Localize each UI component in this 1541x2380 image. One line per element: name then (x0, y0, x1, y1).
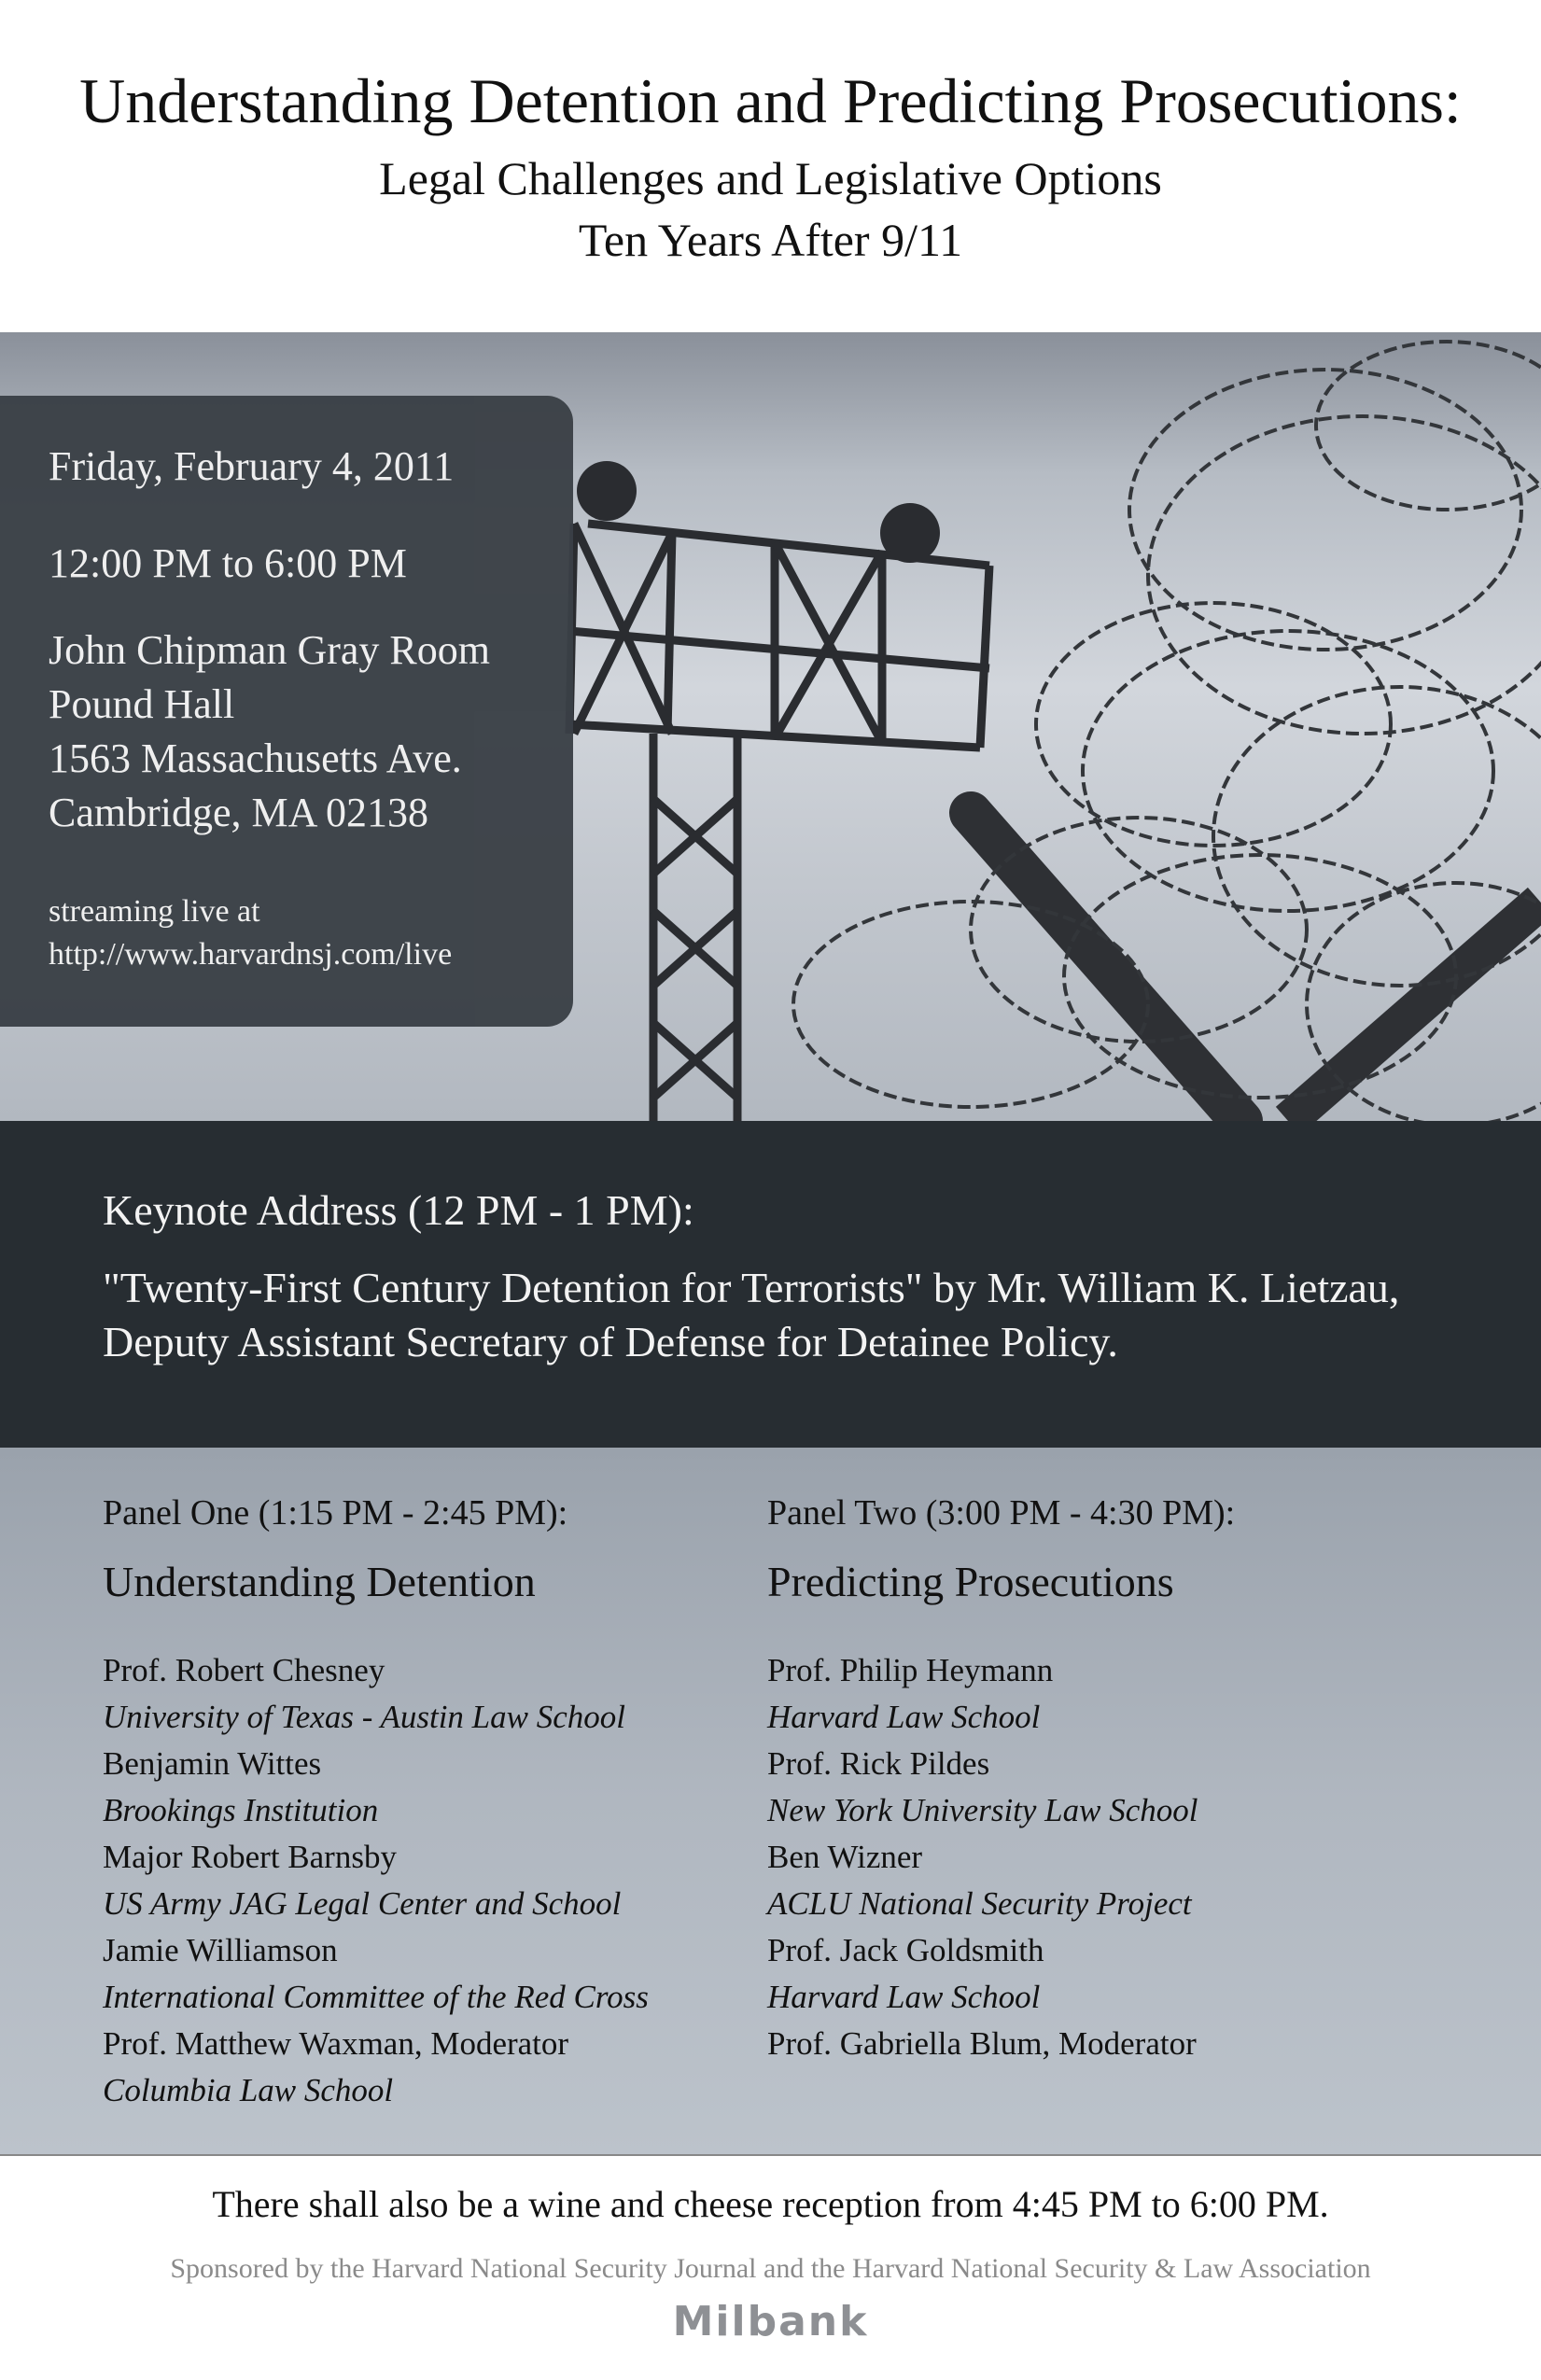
event-date: Friday, February 4, 2011 (49, 443, 455, 489)
sponsor-line: Sponsored by the Harvard National Security Journal and the Harvard National Security & Law Association (170, 2253, 1371, 2284)
panel-one (103, 1489, 756, 2114)
speaker-affiliation: International Committee of the Red Cross (103, 1979, 649, 2015)
speaker-name: Benjamin Wittes (103, 1745, 322, 1782)
keynote-section (0, 1121, 1541, 1448)
stream-label: streaming live at (49, 894, 260, 929)
milbank-logo: Milbank (672, 2298, 869, 2345)
panel-one-title: Understanding Detention (103, 1558, 536, 1605)
poster-subtitle: Legal Challenges and Legislative Options (379, 152, 1162, 204)
panel-two (767, 1489, 1421, 2067)
moderator-affiliation: Columbia Law School (103, 2072, 394, 2108)
speaker-name: Prof. Rick Pildes (767, 1745, 990, 1782)
moderator-name: Prof. Gabriella Blum, Moderator (767, 2025, 1197, 2062)
poster-title: Understanding Detention and Predicting Prosecutions: (79, 65, 1462, 136)
speaker-affiliation: US Army JAG Legal Center and School (103, 1885, 622, 1922)
speaker-name: Major Robert Barnsby (103, 1839, 397, 1875)
event-city: Cambridge, MA 02138 (49, 790, 428, 835)
speaker-affiliation: ACLU National Security Project (767, 1885, 1192, 1922)
speaker-name: Prof. Robert Chesney (103, 1652, 385, 1688)
speaker-affiliation: Harvard Law School (767, 1699, 1041, 1735)
footer-divider (0, 2154, 1541, 2156)
panel-two-label: Panel Two (3:00 PM - 4:30 PM): (767, 1493, 1236, 1533)
panel-two-title: Predicting Prosecutions (767, 1558, 1174, 1605)
keynote-heading: Keynote Address (12 PM - 1 PM): (103, 1186, 694, 1234)
panel-one-label: Panel One (1:15 PM - 2:45 PM): (103, 1493, 568, 1533)
poster-subtitle-2: Ten Years After 9/11 (578, 214, 963, 266)
speaker-name: Jamie Williamson (103, 1932, 338, 1968)
speaker-name: Prof. Philip Heymann (767, 1652, 1054, 1688)
stream-url[interactable]: http://www.harvardnsj.com/live (49, 937, 453, 972)
speaker-affiliation: University of Texas - Austin Law School (103, 1699, 625, 1735)
speaker-affiliation: Brookings Institution (103, 1792, 379, 1828)
reception-note: There shall also be a wine and cheese reception from 4:45 PM to 6:00 PM. (212, 2183, 1329, 2225)
panels-section (0, 1448, 1541, 2154)
event-time: 12:00 PM to 6:00 PM (49, 540, 407, 586)
speaker-affiliation: Harvard Law School (767, 1979, 1041, 2015)
event-room: John Chipman Gray Room (49, 627, 490, 673)
speaker-name: Prof. Jack Goldsmith (767, 1932, 1044, 1968)
poster-header (0, 0, 1541, 332)
moderator-name: Prof. Matthew Waxman, Moderator (103, 2025, 569, 2062)
event-street: 1563 Massachusetts Ave. (49, 735, 462, 781)
keynote-description: "Twenty-First Century Detention for Terrorists" by Mr. William K. Lietzau, Deputy Assistant Secretary of Defense for Detainee Policy. (103, 1264, 1400, 1365)
event-building: Pound Hall (49, 681, 235, 727)
speaker-name: Ben Wizner (767, 1839, 923, 1875)
speaker-affiliation: New York University Law School (767, 1792, 1198, 1828)
event-details-box (0, 396, 573, 1027)
